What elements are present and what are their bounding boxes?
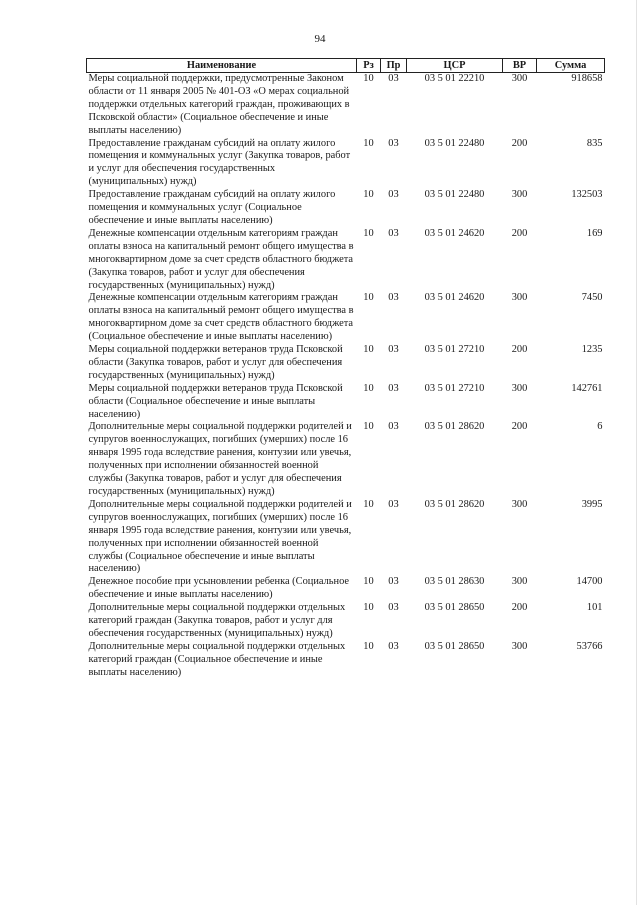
- row-name: Дополнительные меры социальной поддержки родителей и супругов военнослужащих, погибших (умерших) после 16 января 1995 года вследствие ранения, контузии или увечья, полученных при исполнении обязанностей военной службы (Социальное обеспечение и иные выплаты населению): [88, 498, 352, 575]
- row-csr: 03 5 01 28630: [424, 576, 485, 588]
- row-rz: 10: [363, 421, 374, 433]
- row-csr: 03 5 01 24620: [424, 292, 485, 304]
- page-number: 94: [314, 33, 326, 45]
- row-rz: 10: [363, 576, 374, 588]
- row-vr: 300: [511, 189, 528, 201]
- row-sum: 7450: [581, 292, 603, 304]
- row-vr: 300: [511, 640, 528, 652]
- row-rz: 10: [363, 382, 374, 394]
- row-name: Меры социальной поддержки ветеранов труда Псковской области (Социальное обеспечение и иные выплаты населению): [88, 382, 343, 420]
- row-vr: 200: [511, 344, 528, 356]
- row-sum: 53766: [576, 640, 603, 652]
- row-sum: 918658: [571, 73, 603, 84]
- row-name: Денежное пособие при усыновлении ребенка (Социальное обеспечение и иные выплаты населению): [88, 576, 350, 601]
- row-sum: 6: [597, 421, 603, 433]
- header-name: Наименование: [87, 59, 357, 73]
- row-csr: 03 5 01 28620: [424, 421, 485, 433]
- row-csr: 03 5 01 22480: [424, 137, 485, 149]
- row-rz: 10: [363, 227, 374, 239]
- row-name: Меры социальной поддержки, предусмотренные Законом области от 11 января 2005 № 401-ОЗ «О мерах социальной поддержки отдельных категорий граждан, проживающих в Псковской области» (Социальное обеспечение и иные выплаты населению): [88, 73, 350, 136]
- row-sum: 3995: [581, 498, 603, 510]
- row-pr: 03: [388, 73, 399, 84]
- row-rz: 10: [363, 498, 374, 510]
- budget-table: [86, 58, 605, 680]
- row-name: Предоставление гражданам субсидий на оплату жилого помещения и коммунальных услуг (Социальное обеспечение и иные выплаты населению): [88, 189, 336, 226]
- row-rz: 10: [363, 189, 374, 201]
- row-pr: 03: [388, 576, 399, 588]
- row-csr: 03 5 01 27210: [424, 382, 485, 394]
- row-name: Дополнительные меры социальной поддержки отдельных категорий граждан (Закупка товаров, работ и услуг для обеспечения государственных (муниципальных) нужд): [88, 602, 346, 639]
- row-name: Меры социальной поддержки ветеранов труда Псковской области (Закупка товаров, работ и услуг для обеспечения государственных (муниципальных) нужд): [88, 344, 343, 381]
- row-vr: 200: [511, 227, 528, 239]
- row-csr: 03 5 01 22210: [424, 73, 485, 84]
- row-sum: 169: [586, 227, 603, 239]
- table-row: [87, 292, 605, 344]
- row-sum: 101: [586, 602, 603, 614]
- row-csr: 03 5 01 28620: [424, 498, 485, 510]
- row-pr: 03: [388, 137, 399, 149]
- table-row: [87, 576, 605, 602]
- row-sum: 835: [586, 137, 603, 149]
- table-row: [87, 602, 605, 641]
- row-rz: 10: [363, 137, 374, 149]
- row-pr: 03: [388, 189, 399, 201]
- row-name: Предоставление гражданам субсидий на оплату жилого помещения и коммунальных услуг (Закупка товаров, работ и услуг для обеспечения государственных (муниципальных) нужд): [88, 137, 351, 188]
- row-vr: 200: [511, 421, 528, 433]
- row-csr: 03 5 01 24620: [424, 227, 485, 239]
- row-vr: 300: [511, 576, 528, 588]
- row-pr: 03: [388, 227, 399, 239]
- row-vr: 300: [511, 73, 528, 84]
- header-sum: Сумма: [537, 59, 605, 73]
- table-row: [87, 344, 605, 383]
- row-vr: 200: [511, 602, 528, 614]
- row-rz: 10: [363, 73, 374, 84]
- row-name: Дополнительные меры социальной поддержки родителей и супругов военнослужащих, погибших (умерших) после 16 января 1995 года вследствие ранения, контузии или увечья, полученных при исполнении обязанностей военной службы (Закупка товаров, работ и услуг для обеспечения государственных (муниципальных) нужд): [88, 421, 352, 497]
- row-pr: 03: [388, 382, 399, 394]
- row-rz: 10: [363, 292, 374, 304]
- row-rz: 10: [363, 640, 374, 652]
- row-sum: 132503: [571, 189, 603, 201]
- table-row: [87, 228, 605, 293]
- table-row: [87, 73, 605, 138]
- row-csr: 03 5 01 28650: [424, 640, 485, 652]
- row-sum: 14700: [576, 576, 603, 588]
- table-row: [87, 189, 605, 228]
- row-name: Денежные компенсации отдельным категориям граждан оплаты взноса на капитальный ремонт общего имущества в многоквартирном доме за счет средств областного бюджета (Закупка товаров, работ и услуг для обеспечения государственных (муниципальных) нужд): [88, 227, 354, 291]
- row-name: Денежные компенсации отдельным категориям граждан оплаты взноса на капитальный ремонт общего имущества в многоквартирном доме за счет средств областного бюджета (Социальное обеспечение и иные выплаты населению): [88, 292, 354, 343]
- row-pr: 03: [388, 421, 399, 433]
- scan-edge: [636, 0, 637, 905]
- header-csr: ЦСР: [407, 59, 503, 73]
- row-rz: 10: [363, 602, 374, 614]
- row-rz: 10: [363, 344, 374, 356]
- row-pr: 03: [388, 344, 399, 356]
- row-vr: 300: [511, 292, 528, 304]
- table-row: [87, 499, 605, 576]
- row-sum: 142761: [571, 382, 603, 394]
- header-rz: Рз: [357, 59, 381, 73]
- header-vr: ВР: [503, 59, 537, 73]
- row-pr: 03: [388, 292, 399, 304]
- row-pr: 03: [388, 602, 399, 614]
- row-vr: 300: [511, 382, 528, 394]
- row-csr: 03 5 01 28650: [424, 602, 485, 614]
- table-header-row: [87, 59, 605, 73]
- row-pr: 03: [388, 498, 399, 510]
- table-row: [87, 383, 605, 422]
- table-row: [87, 641, 605, 680]
- header-pr: Пр: [381, 59, 407, 73]
- row-csr: 03 5 01 27210: [424, 344, 485, 356]
- row-sum: 1235: [581, 344, 603, 356]
- row-vr: 300: [511, 498, 528, 510]
- row-pr: 03: [388, 640, 399, 652]
- row-vr: 200: [511, 137, 528, 149]
- table-row: [87, 138, 605, 190]
- row-name: Дополнительные меры социальной поддержки отдельных категорий граждан (Социальное обеспечение и иные выплаты населению): [88, 640, 346, 678]
- row-csr: 03 5 01 22480: [424, 189, 485, 201]
- table-row: [87, 421, 605, 498]
